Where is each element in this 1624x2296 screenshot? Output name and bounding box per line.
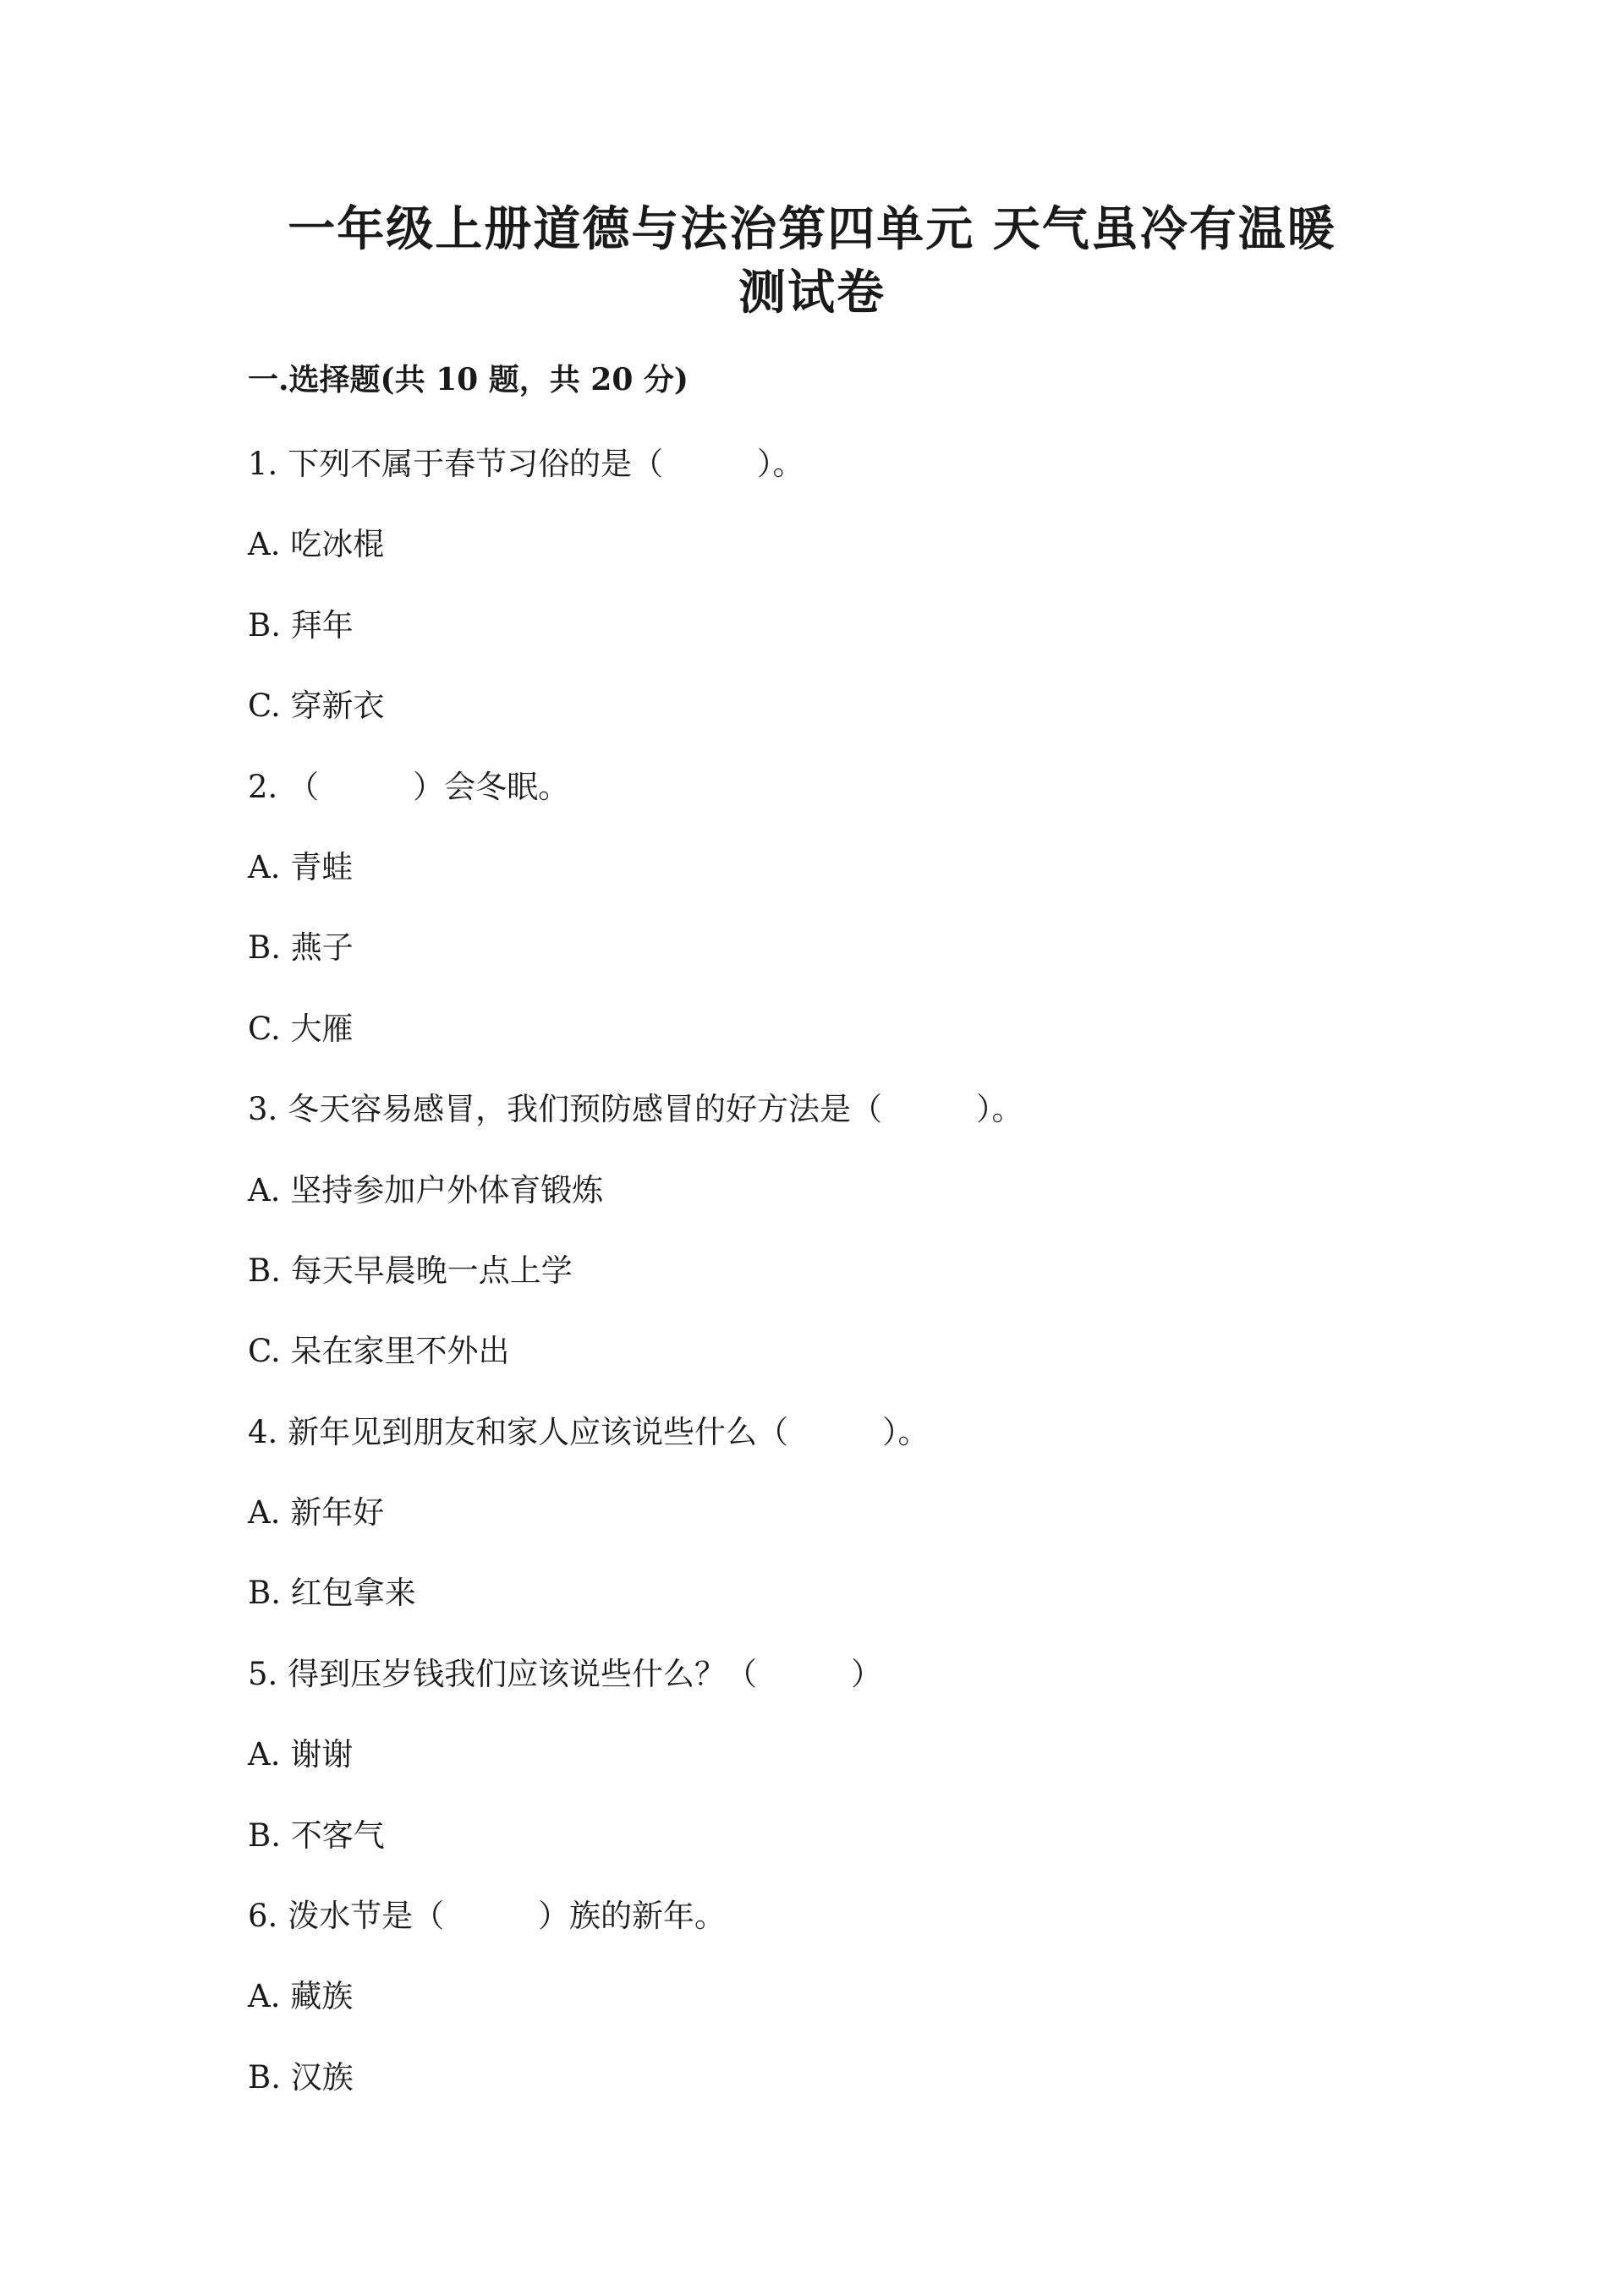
answer-option: A. 藏族	[248, 1978, 354, 2015]
question-list	[248, 444, 1432, 2138]
question-stem: 3. 冬天容易感冒，我们预防感冒的好方法是（ ）。	[248, 1091, 1023, 1128]
answer-option: B. 红包拿来	[248, 1575, 416, 1612]
answer-option: B. 拜年	[248, 606, 354, 644]
answer-option: B. 不客气	[248, 1817, 385, 1854]
answer-option: C. 穿新衣	[248, 688, 385, 725]
answer-option: B. 每天早晨晚一点上学	[248, 1252, 573, 1289]
answer-option: B. 汉族	[248, 2058, 354, 2096]
section-heading-multiple-choice: 一.选择题(共 10 题，共 20 分)	[248, 362, 689, 397]
answer-option: A. 坚持参加户外体育锻炼	[248, 1171, 604, 1208]
answer-option: C. 大雁	[248, 1010, 354, 1047]
answer-option: A. 吃冰棍	[248, 526, 385, 563]
question-stem: 6. 泼水节是（ ）族的新年。	[248, 1898, 727, 1935]
question-stem: 4. 新年见到朋友和家人应该说些什么（ ）。	[248, 1413, 930, 1450]
document-title-line-1: 一年级上册道德与法治第四单元 天气虽冷有温暖	[288, 201, 1336, 257]
document-title-line-2: 测试卷	[738, 265, 886, 321]
answer-option: A. 谢谢	[248, 1736, 354, 1773]
answer-option: A. 青蛙	[248, 848, 354, 885]
question-stem: 5. 得到压岁钱我们应该说些什么？（ ）	[248, 1655, 883, 1692]
answer-option: C. 呆在家里不外出	[248, 1333, 510, 1370]
answer-option: A. 新年好	[248, 1494, 385, 1532]
question-stem: 1. 下列不属于春节习俗的是（ ）。	[248, 446, 804, 482]
question-stem: 2. （ ）会冬眠。	[248, 768, 570, 805]
answer-option: B. 燕子	[248, 929, 354, 967]
